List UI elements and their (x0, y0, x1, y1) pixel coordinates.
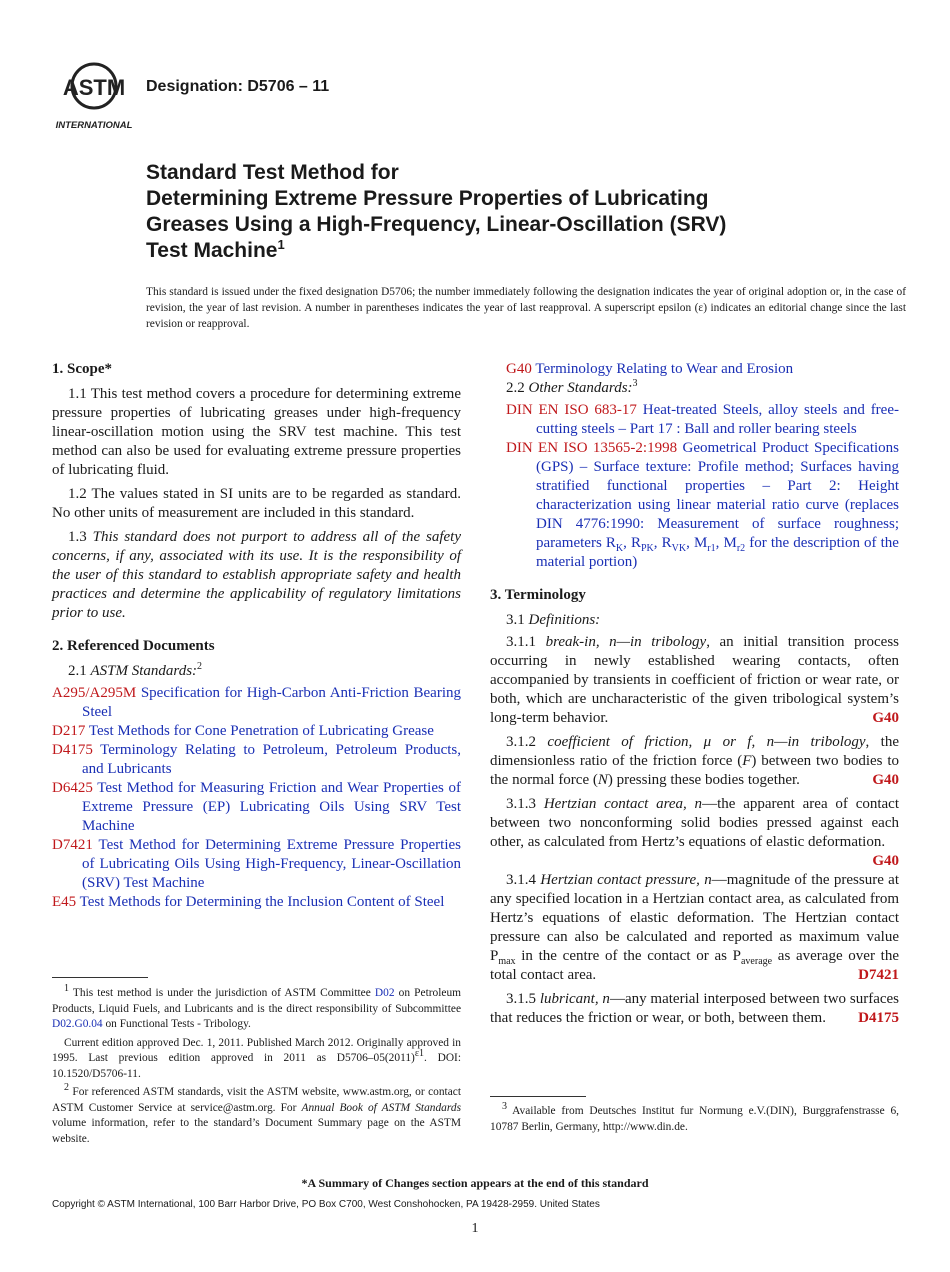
footnote-2: $^2$ For referenced ASTM standards, visit the ASTM website, www.astm.org, or contact ASTM Customer Service at service@astm.org. For Annual Book of ASTM Standards volume information, refer to the standard’s Document Summary page on the ASTM website. (52, 1082, 462, 1145)
ref-e45[interactable]: E45 Test Methods for Determining the Inclusion Content of Steel (52, 894, 445, 910)
ref-d4175[interactable]: D4175 Terminology Relating to Petroleum, Petroleum Products, and Lubricants (52, 742, 461, 777)
scope-1-1: 1.1 This test method covers a procedure for determining extreme pressure properties of lubricating greases under high-frequency linear-oscillation motion using the SRV test machine. This test method can also be used for evaluating extreme pressure properties of lubricating fluid. (52, 386, 461, 478)
term-hertzian-area: 3.1.3 Hertzian contact area, n—the apparent area of contact between two nonconforming solid bodies pressed against each other, as calculated from Hertz’s equations of elastic deformation. G40 (490, 796, 900, 869)
footnote-3: $^3$ Available from Deutsches Institut fur Normung e.V.(DIN), Burggrafenstrasse 6, 10787 Berlin, Germany, http://www.din.de. (490, 1101, 899, 1133)
title-line-4: Test Machine$^1$ (146, 237, 285, 262)
ref-din-13565[interactable]: DIN EN ISO 13565-2:1998 Geometrical Product Specifications (GPS) – Surface texture: Profile method; Surfaces having stratified functional properties – Part 2: Height characterization using linear material ratio curve (replaces DIN 4776:1990: Measurement of surface roughness; parameters $R_K$, $R_{PK}$, $R_{VK}$, $M_{r1}$, $M_{r2}$ for the description of the material portion) (506, 440, 899, 570)
terminology-heading: 3. Terminology (490, 587, 586, 603)
ref-d217[interactable]: D217 Test Methods for Cone Penetration of Lubricating Grease (52, 723, 434, 739)
link-d02[interactable]: D02 (374, 987, 395, 999)
ref-a295[interactable]: A295/A295M Specification for High-Carbon Anti-Friction Bearing Steel (52, 685, 461, 720)
footnotes-left (52, 983, 462, 1150)
definitions-label: 3.1 Definitions: (506, 612, 601, 628)
footnote-1-approval: Current edition approved Dec. 1, 2011. Published March 2012. Originally approved in 1995. Last previous edition approved in 2011 as $D5706-05(2011)^{\varepsilon 1}$. DOI: 10.1520/D5706-11. (52, 1036, 462, 1080)
term-break-in: 3.1.1 break-in, n—in tribology, an initial transition process occurring in newly established wearing contacts, often accompanied by transients in coefficient of friction or wear rate, or both, which are uncharacteristic of the given tribological system’s long-term behavior. G40 (490, 634, 899, 726)
footnote-rule (52, 977, 148, 978)
term-lubricant: 3.1.5 lubricant, n—any material interposed between two surfaces that reduces the friction or wear, or both, between them. D4175 (490, 991, 900, 1026)
page-number: 1 (471, 1221, 479, 1236)
other-standards-label: 2.2 Other Standards:$^3$ (506, 378, 638, 396)
title-footnote-mark: 1 (277, 237, 285, 252)
term-tag-g40[interactable]: G40 (872, 772, 899, 788)
svg-text:ASTM: ASTM (62, 75, 126, 100)
term-tag-d7421[interactable]: D7421 (858, 967, 899, 983)
link-subcommittee[interactable]: D02.G0.04 (52, 1018, 103, 1030)
footnote-rule-right (490, 1096, 586, 1097)
ref-din-683[interactable]: DIN EN ISO 683-17 Heat-treated Steels, alloy steels and free-cutting steels – Part 17 : Ball and roller bearing steels (506, 402, 899, 437)
left-column (52, 360, 461, 912)
scope-1-3: 1.3 This standard does not purport to address all of the safety concerns, if any, associated with its use. It is the responsibility of the user of this standard to establish appropriate safety and health practices and determine the applicability of regulatory limitations prior to use. (52, 529, 462, 621)
designation: Designation: D5706 – 11 (146, 78, 330, 95)
term-coefficient-of-friction: 3.1.2 coefficient of friction, μ or f, n—in tribology, the dimensionless ratio of the friction force (F) between two bodies to the normal force (N) pressing these bodies together. G40 (490, 734, 900, 788)
svg-text:INTERNATIONAL: INTERNATIONAL (55, 120, 133, 131)
issue-note: This standard is issued under the fixed designation D5706; the number immediately following the designation indicates the year of original adoption or, in the case of revision, the year of last revision. A number in parentheses indicates the year of last reapproval. A superscript epsilon (ε) indicates an editorial change since the last revision or reapproval. (146, 286, 906, 330)
term-tag-d4175[interactable]: D4175 (858, 1010, 899, 1026)
term-hertzian-pressure: 3.1.4 Hertzian contact pressure, n—magnitude of the pressure at any specified location in a Hertzian contact area, as calculated from Hertz’s equations of elastic deformation. The Hertzian contact pressure can also be calculated and reported as maximum value $P_{max}$ in the centre of the contact or as $P_{average}$ as average over the total contact area. D7421 (490, 872, 900, 983)
right-column (490, 360, 899, 1033)
scope-heading: 1. Scope* (52, 361, 112, 377)
footnote-1: $^1$ This test method is under the jurisdiction of ASTM Committee D02 on Petroleum Products, Liquid Fuels, and Lubricants and is the direct responsibility of Subcommittee D02.G0.04 on Functional Tests - Tribology. (52, 983, 461, 1030)
ref-d6425[interactable]: D6425 Test Method for Measuring Friction and Wear Properties of Extreme Pressure (EP) Lubricating Oils Using SRV Test Machine (52, 780, 461, 834)
referenced-heading: 2. Referenced Documents (52, 638, 215, 654)
summary-of-changes-note: *A Summary of Changes section appears at the end of this standard (301, 1176, 649, 1190)
ref-d7421[interactable]: D7421 Test Method for Determining Extreme Pressure Properties of Lubricating Oils Using High-Frequency, Linear-Oscillation (SRV) Test Machine (52, 837, 461, 891)
footnotes-right (490, 1101, 899, 1138)
title-line-3: Greases Using a High-Frequency, Linear-Oscillation (SRV) (146, 213, 727, 236)
term-tag-g40[interactable]: G40 (872, 853, 899, 869)
document-title (146, 160, 846, 264)
copyright: Copyright © ASTM International, 100 Barr Harbor Drive, PO Box C700, West Conshohocken, PA 19428-2959. United States (52, 1199, 600, 1210)
title-line-2: Determining Extreme Pressure Properties of Lubricating (146, 187, 709, 210)
title-line-1: Standard Test Method for (146, 161, 399, 184)
scope-1-2: 1.2 The values stated in SI units are to be regarded as standard. No other units of measurement are included in this standard. (52, 486, 461, 521)
term-tag-g40[interactable]: G40 (872, 710, 899, 726)
astm-standards-label: 2.1 ASTM Standards:$^2$ (68, 661, 203, 679)
astm-logo (52, 62, 136, 132)
ref-g40[interactable]: G40 Terminology Relating to Wear and Erosion (506, 361, 794, 377)
